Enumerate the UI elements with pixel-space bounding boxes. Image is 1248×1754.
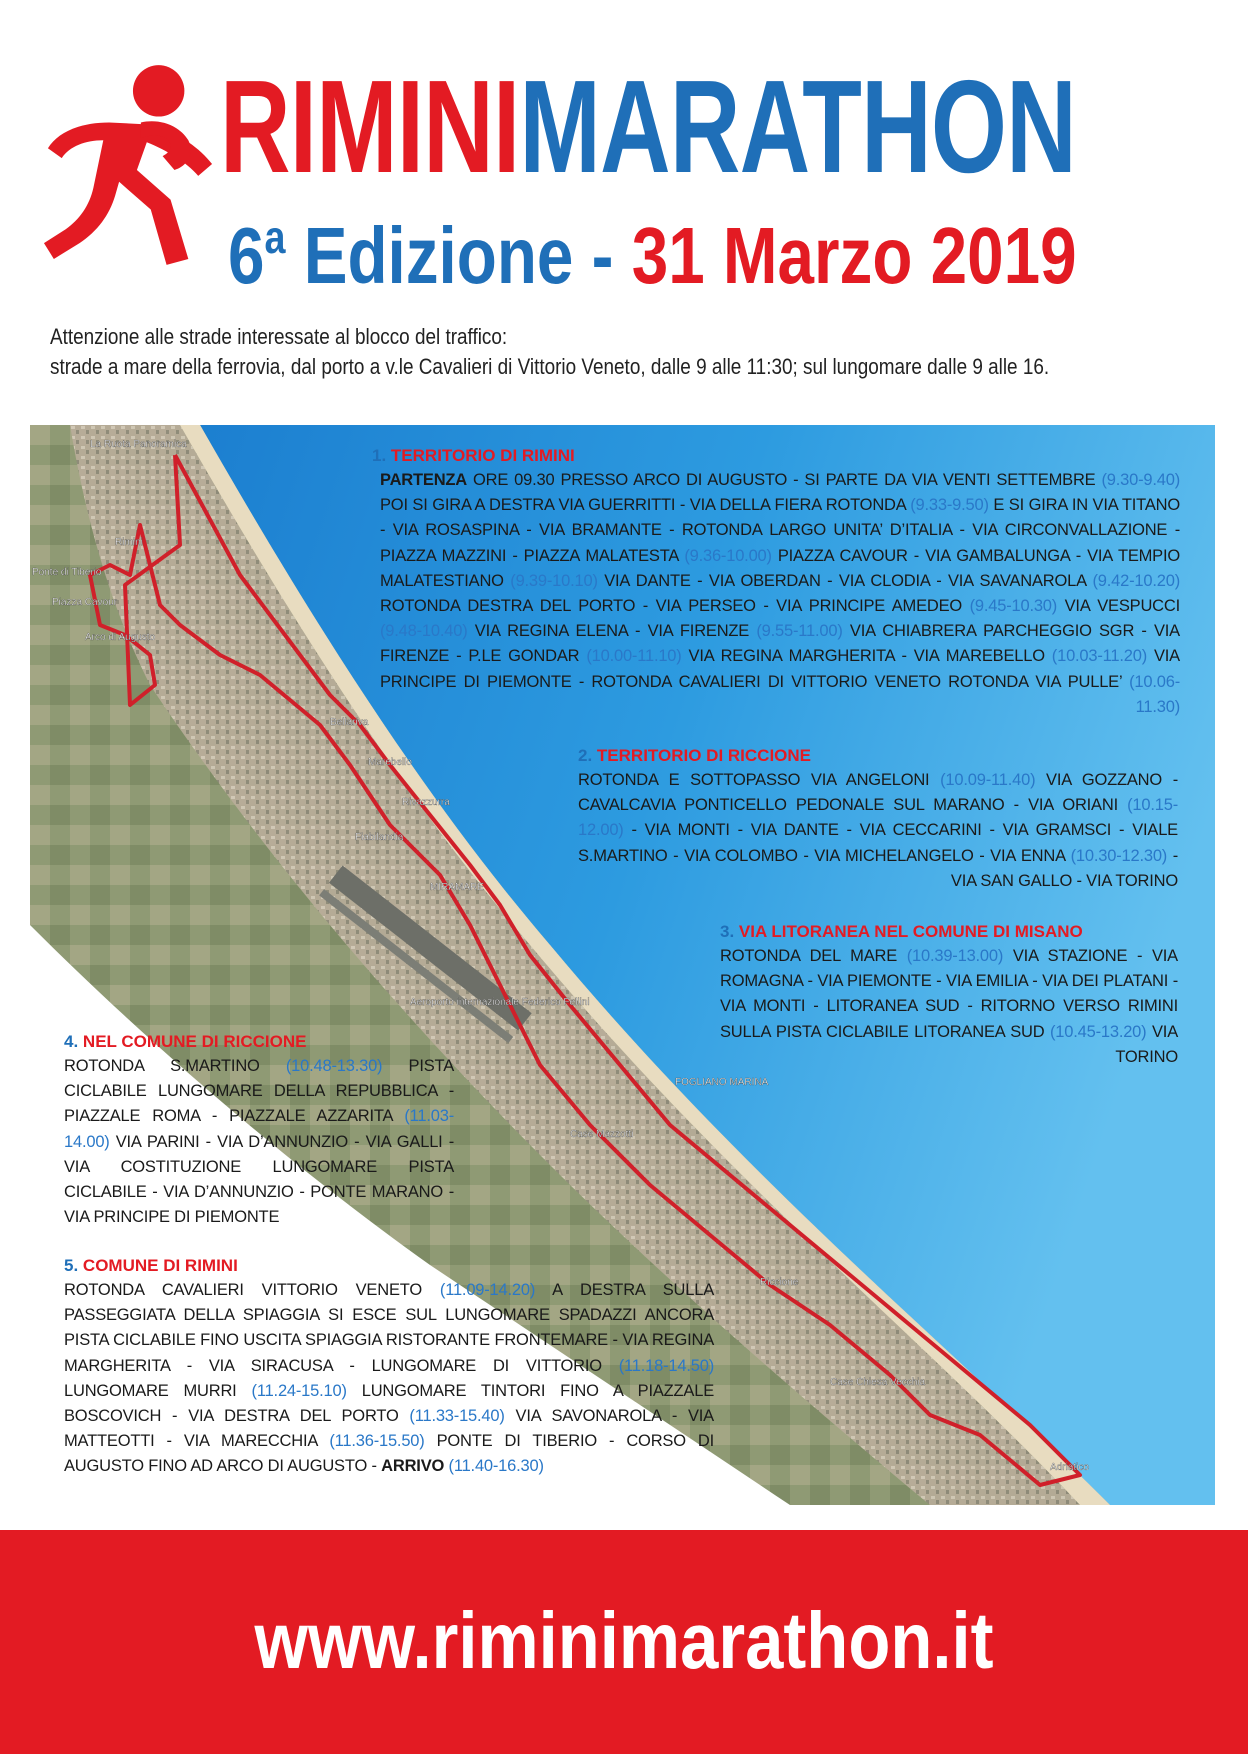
section-body [720,944,1178,1070]
route-text: LUNGOMARE MURRI [64,1381,252,1400]
time-range: (11.18-14.50) [618,1356,714,1375]
section-title: TERRITORIO DI RIMINI [390,446,575,465]
map-label-marebello: Marebello [368,757,412,768]
time-range: (9.30-9.40) [1101,471,1180,489]
route-text: VIA STAZIONE - VIA ROMAGNA - VIA PIEMONTE - VIA EMILIA - VIA DEI PLATANI - VIA MONTI - LITORANEA SUD - RITORNO VERSO RIMINI SULLA PISTA CICLABILE LITORANEA SUD [720,947,1178,1041]
section-number: 3. [720,922,735,941]
map-label-aeroporto: Aeroporto internazionale Federico Fellini [410,997,590,1008]
section-territorio-rimini [372,444,1180,720]
time-range: (10.15-12.00) [578,796,1178,840]
route-text: VIA PARINI - VIA D’ANNUNZIO - VIA GALLI - VIA COSTITUZIONE LUNGOMARE PISTA CICLABILE - VIA D’ANNUNZIO - PONTE MARANO - VIA PRINCIPE DI PIEMONTE [64,1132,454,1227]
time-range: (11.33-15.40) [409,1407,505,1426]
map-label-riccione: Riccione [760,1277,799,1288]
route-text: PISTA CICLABILE LUNGOMARE DELLA REPUBBLICA - PIAZZALE ROMA - PIAZZALE AZZARITA [64,1057,455,1126]
section-heading [720,920,1178,944]
time-range: (11.24-15.10) [251,1381,347,1400]
section-body [372,468,1180,720]
section-title: NEL COMUNE DI RICCIONE [82,1032,307,1051]
route-text: LUNGOMARE TINTORI FINO A PIAZZALE BOSCOVICH - VIA DESTRA DEL PORTO [64,1381,714,1426]
map-label-case-mazzotti: Case Mazzotti [570,1129,634,1140]
map-label-ponte-tiberio: Ponte di Tiberio [32,567,102,578]
route-text: E SI GIRA IN VIA TITANO - VIA ROSASPINA - VIA BRAMANTE - ROTONDA LARGO UNITA’ D’ITALIA - VIA CIRCONVALLAZIONE - PIAZZA MAZZINI - PIAZZA MALATESTA [380,496,1180,565]
route-text: PIAZZA CAVOUR - VIA GAMBALUNGA - VIA TEMPIO MALATESTIANO [380,546,1180,590]
notice-line-1: Attenzione alle strade interessate al blocco del traffico: [50,324,508,349]
title-marathon: MARATHON [519,53,1076,200]
edition-number: 6 [228,211,265,300]
section-number: 1. [372,446,387,465]
route-text: POI SI GIRA A DESTRA VIA GUERRITTI - VIA DELLA FIERA ROTONDA [380,496,911,515]
map-label-rimini: Rimini [115,537,143,548]
section-body [64,1054,454,1230]
section-heading [578,744,1178,768]
time-range: (11.03-14.00) [64,1107,454,1151]
route-text: - VIA MONTI - VIA DANTE - VIA CECCARINI - VIA GRAMSCI - VIALE S.MARTINO - VIA COLOMBO - VIA MICHELANGELO - VIA ENNA [578,821,1178,865]
route-text: ROTONDA CAVALIERI VITTORIO VENETO [64,1281,440,1299]
section-comune-rimini [64,1254,714,1480]
runner-logo [40,60,218,270]
time-range: (9.55-11.00) [756,622,843,641]
section-title: VIA LITORANEA NEL COMUNE DI MISANO [738,922,1083,941]
time-range: (10.39-13.00) [906,947,1004,965]
time-range: (11.36-15.50) [329,1432,425,1451]
title-rimini: RIMINI [220,53,520,200]
notice-line-2: strade a mare della ferrovia, dal porto a v.le Cavalieri di Vittorio Veneto, dalle 9 alle 11:30; sul lungomare dalle 9 alle 16. [50,354,1050,379]
event-date: 31 Marzo 2019 [631,211,1077,300]
time-range: (10.48-13.30) [285,1057,383,1075]
map-label-bellariva: Bellariva [330,717,369,728]
route-text: ROTONDA DESTRA DEL PORTO - VIA PERSEO - VIA PRINCIPE AMEDEO [380,597,970,616]
section-number: 4. [64,1032,79,1051]
map-label-arco-augusto: Arco di Augusto [85,632,156,643]
map-label-piazza-cavour: Piazza Cavour [52,597,118,608]
route-text: VIA VESPUCCI [1057,597,1180,616]
edition-label: Edizione - [285,211,632,300]
route-text: PONTE DI TIBERIO - CORSO DI AUGUSTO FINO AD ARCO DI AUGUSTO - [64,1432,714,1476]
map-label-rivazzurra: Rivazzurra [402,797,450,808]
time-range: (9.36-10.00) [684,546,772,565]
edition-sup: a [264,211,286,263]
section-litoranea-misano [720,920,1178,1070]
map-label-adriatico: Adriatico [1050,1462,1089,1473]
route-text: ROTONDA S.MARTINO [64,1057,286,1075]
emphasis-text: ARRIVO [381,1457,445,1476]
time-range: (11.40-16.30) [448,1457,544,1476]
section-territorio-riccione [578,744,1178,894]
route-text: ROTONDA DEL MARE [720,947,907,965]
event-title [220,52,1076,202]
section-number: 2. [578,746,593,765]
time-range: (9.39-10.10) [510,571,598,590]
traffic-notice [50,322,1210,382]
section-comune-riccione [64,1030,454,1230]
emphasis-text: PARTENZA [380,471,468,489]
website-link[interactable]: www.riminimarathon.it [254,1596,994,1685]
time-range: (9.42-10.20) [1092,571,1180,590]
edition-line [228,192,1077,300]
route-text: - VIA SAN GALLO - VIA TORINO [950,846,1178,890]
section-body [64,1278,714,1480]
section-number: 5. [64,1256,79,1275]
section-title: TERRITORIO DI RICCIONE [596,746,812,765]
route-text: VIA REGINA MARGHERITA - VIA MAREBELLO [681,647,1052,666]
map-label-fiabilandia: Fiabilandia [355,832,404,843]
route-text: A DESTRA SULLA PASSEGGIATA DELLA SPIAGGIA SI ESCE SUL LUNGOMARE SPADAZZI ANCORA PISTA CICLABILE FINO USCITA SPIAGGIA RISTORANTE FRONTEMARE - VIA REGINA MARGHERITA - VIA SIRACUSA - LUNGOMARE DI VITTORIO [64,1281,715,1375]
route-text: VIA DANTE - VIA OBERDAN - VIA CLODIA - VIA SAVANAROLA [597,571,1093,590]
section-heading [372,444,1180,468]
map-label-ruota: La Ruota Panoramica [90,439,187,450]
route-text: VIA PRINCIPE DI PIEMONTE - ROTONDA CAVALIERI DI VITTORIO VENETO ROTONDA VIA PULLE’ [380,647,1180,691]
time-range: (10.00-11.10) [586,647,682,666]
time-range: (10.30-12.30) [1070,846,1168,865]
section-heading [64,1030,454,1054]
time-range: (10.09-11.40) [940,771,1036,789]
route-text: VIA REGINA ELENA - VIA FIRENZE [467,622,757,641]
time-range: (11.09-14.20) [439,1281,536,1299]
map-label-miramare: MIRAMARE [430,882,484,893]
route-text: VIA CHIABRERA PARCHEGGIO SGR - VIA FIRENZE - P.LE GONDAR [380,622,1180,666]
route-text: ROTONDA E SOTTOPASSO VIA ANGELONI [578,771,941,789]
section-title: COMUNE DI RIMINI [82,1256,238,1275]
time-range: (9.33-9.50) [910,496,989,515]
map-label-fogliano: FOGLIANO MARINA [675,1077,769,1088]
map-label-case-vecchie: Case Chiesa Vecchia [830,1377,926,1388]
time-range: (10.45-13.20) [1049,1022,1147,1041]
route-text: ORE 09.30 PRESSO ARCO DI AUGUSTO - SI PARTE DA VIA VENTI SETTEMBRE [467,471,1102,489]
route-text: VIA TORINO [1115,1022,1178,1066]
section-body [578,768,1178,894]
time-range: (10.03-11.20) [1051,647,1148,666]
time-range: (10.06-11.30) [1129,672,1180,716]
time-range: (9.48-10.40) [380,622,468,641]
section-heading [64,1254,714,1278]
route-text: VIA GOZZANO - CAVALCAVIA PONTICELLO PEDONALE SUL MARANO - VIA ORIANI [578,771,1178,815]
time-range: (9.45-10.30) [969,597,1058,616]
route-text: VIA SAVONAROLA - VIA MATTEOTTI - VIA MARECCHIA [64,1407,714,1451]
